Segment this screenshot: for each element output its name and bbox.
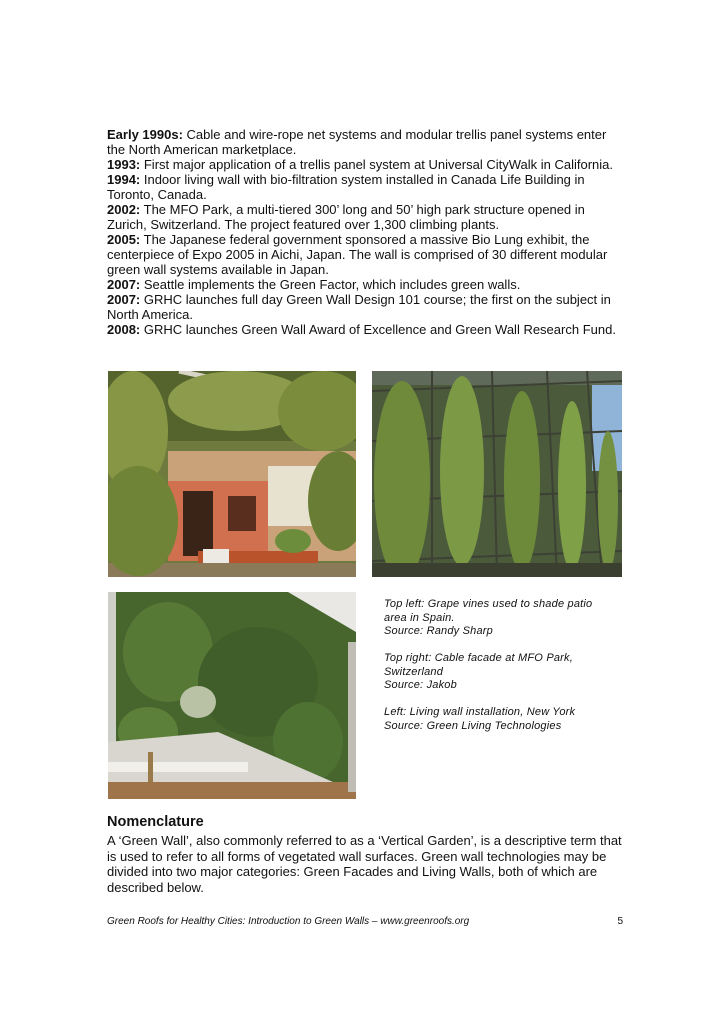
page-number: 5 — [617, 916, 623, 927]
timeline-entry — [107, 127, 627, 157]
timeline-text: Indoor living wall with bio-filtration system installed in Canada Life Building in Toronto, Canada. — [107, 172, 585, 202]
caption-left — [384, 706, 624, 733]
section-heading: Nomenclature — [107, 814, 204, 830]
timeline-text: Cable and wire-rope net systems and modular trellis panel systems enter the North American marketplace. — [107, 127, 607, 157]
section-body: A ‘Green Wall’, also commonly referred to as a ‘Vertical Garden’, is a descriptive term that is used to refer to all forms of vegetated wall surfaces. Green wall technologies may be divided into two major categories: Green Facades and Living Walls, both of which are described below. — [107, 833, 622, 895]
cable-facade-photo — [372, 371, 622, 577]
timeline-entry — [107, 292, 627, 322]
nomenclature-section — [107, 813, 627, 895]
caption-source: Source: Randy Sharp — [384, 625, 493, 637]
caption-line: area in Spain. — [384, 611, 455, 624]
caption-source: Source: Jakob — [384, 679, 457, 691]
caption-line: Top right: Cable facade at MFO Park, — [384, 652, 573, 664]
timeline-text: The Japanese federal government sponsored a massive Bio Lung exhibit, the centerpiece of Expo 2005 in Aichi, Japan. The wall is comprised of 30 different modular green wall systems available in Japan. — [107, 232, 608, 277]
photo-captions — [384, 598, 624, 747]
timeline-year: 2005: — [107, 232, 141, 247]
caption-line: Switzerland — [384, 665, 444, 678]
timeline-entry — [107, 277, 627, 292]
timeline-year: 2002: — [107, 202, 141, 217]
timeline-entry — [107, 172, 627, 202]
timeline-year: 2007: — [107, 277, 141, 292]
timeline-text: GRHC launches Green Wall Award of Excellence and Green Wall Research Fund. — [140, 322, 616, 337]
timeline-text: First major application of a trellis panel system at Universal CityWalk in California. — [140, 157, 613, 172]
timeline-year: 1994: — [107, 172, 141, 187]
timeline-text: The MFO Park, a multi-tiered 300’ long and 50’ high park structure opened in Zurich, Switzerland. The project featured over 1,300 climbing plants. — [107, 202, 585, 232]
timeline-year: Early 1990s: — [107, 127, 183, 142]
timeline-year: 2008: — [107, 322, 141, 337]
caption-line: Left: Living wall installation, New York — [384, 706, 576, 718]
caption-top-right — [384, 652, 624, 693]
timeline-year: 1993: — [107, 157, 141, 172]
living-wall-photo — [108, 592, 356, 799]
timeline-entry — [107, 202, 627, 232]
caption-top-left — [384, 598, 624, 639]
timeline-entry — [107, 232, 627, 277]
grape-vine-patio-photo — [108, 371, 356, 577]
caption-source: Source: Green Living Technologies — [384, 719, 562, 732]
caption-line: Top left: Grape vines used to shade patio — [384, 598, 593, 610]
footer-text: Green Roofs for Healthy Cities: Introduction to Green Walls – www.greenroofs.org — [107, 916, 470, 927]
timeline — [107, 127, 627, 337]
timeline-year: 2007: — [107, 292, 141, 307]
timeline-entry — [107, 322, 627, 337]
timeline-text: Seattle implements the Green Factor, which includes green walls. — [140, 277, 521, 292]
timeline-text: GRHC launches full day Green Wall Design 101 course; the first on the subject in North America. — [107, 292, 611, 322]
page-footer — [107, 916, 623, 927]
timeline-entry — [107, 157, 627, 172]
